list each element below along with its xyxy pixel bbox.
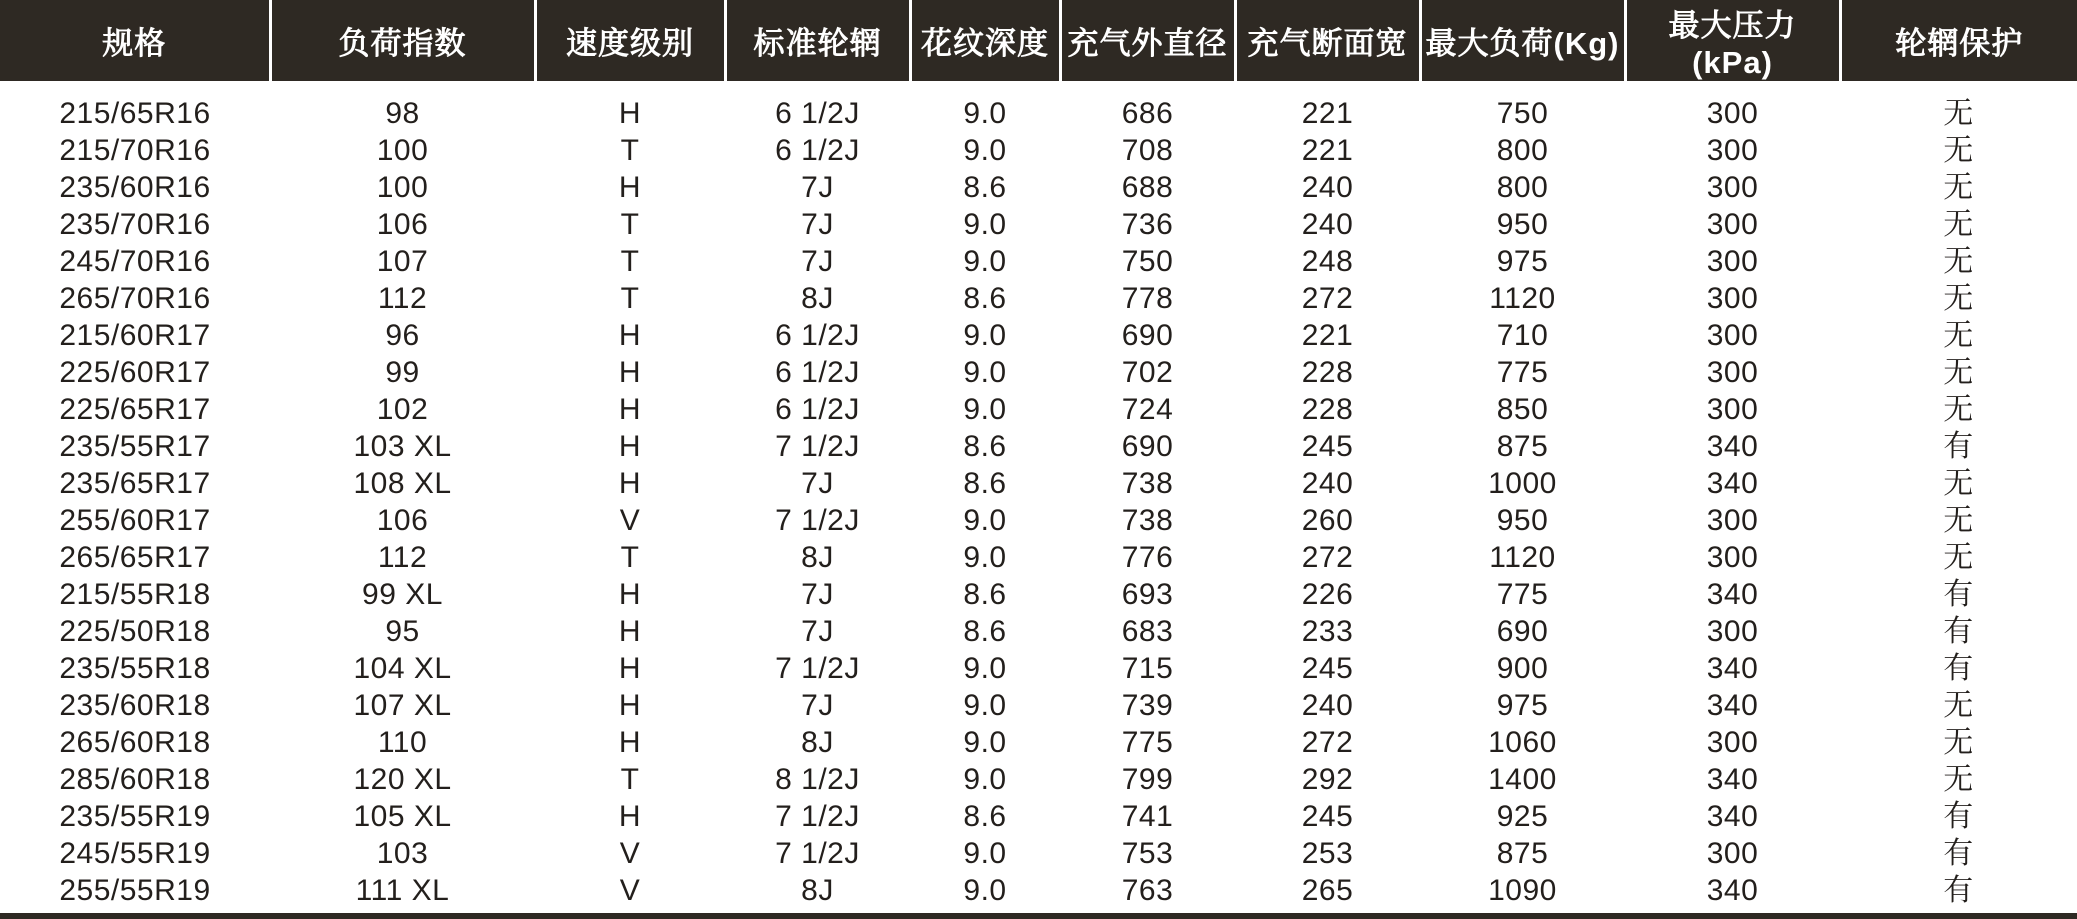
cell-speed-rating: T <box>620 541 640 574</box>
cell-load-index: 120 XL <box>353 763 452 796</box>
cell-standard-rim: 6 1/2J <box>775 134 860 167</box>
table-row <box>0 81 2077 132</box>
cell-inflated-diameter: 724 <box>1121 393 1174 426</box>
cell-rim-protector: 无 <box>1943 171 1974 204</box>
cell-speed-rating: V <box>619 874 641 907</box>
cell-max-load: 1400 <box>1488 763 1557 796</box>
cell-inflated-section-width: 260 <box>1301 504 1354 537</box>
cell-standard-rim: 6 1/2J <box>775 393 860 426</box>
cell-rim-protector: 无 <box>1943 97 1974 130</box>
table-row <box>0 502 2077 539</box>
cell-speed-rating: H <box>618 467 642 500</box>
cell-standard-rim: 6 1/2J <box>775 319 860 352</box>
cell-speed-rating: T <box>620 208 640 241</box>
cell-standard-rim: 8J <box>801 282 834 315</box>
column-header-inflated-diameter: 充气外直径 <box>1060 0 1235 81</box>
cell-rim-protector: 无 <box>1943 393 1974 426</box>
cell-tread-depth: 9.0 <box>963 245 1007 278</box>
cell-size: 235/55R17 <box>59 430 211 463</box>
cell-max-load: 710 <box>1496 319 1549 352</box>
cell-inflated-section-width: 248 <box>1301 245 1354 278</box>
cell-speed-rating: H <box>618 97 642 130</box>
column-header-load-index: 负荷指数 <box>270 0 535 81</box>
cell-size: 245/70R16 <box>59 245 211 278</box>
cell-rim-protector: 有 <box>1943 578 1974 611</box>
cell-load-index: 96 <box>385 319 420 352</box>
cell-load-index: 112 <box>377 541 428 574</box>
cell-load-index: 112 <box>377 282 428 315</box>
cell-tread-depth: 9.0 <box>963 763 1007 796</box>
table-row <box>0 761 2077 798</box>
cell-inflated-diameter: 775 <box>1121 726 1174 759</box>
cell-speed-rating: T <box>620 763 640 796</box>
cell-max-pressure: 300 <box>1706 615 1759 648</box>
cell-inflated-diameter: 708 <box>1121 134 1174 167</box>
cell-size: 235/60R18 <box>59 689 211 722</box>
cell-max-load: 775 <box>1496 578 1549 611</box>
table-row <box>0 798 2077 835</box>
cell-inflated-section-width: 228 <box>1301 393 1354 426</box>
table-row <box>0 539 2077 576</box>
cell-size: 235/60R16 <box>59 171 211 204</box>
cell-load-index: 108 XL <box>353 467 452 500</box>
cell-max-pressure: 340 <box>1706 578 1759 611</box>
cell-inflated-section-width: 245 <box>1301 800 1354 833</box>
cell-load-index: 98 <box>385 97 420 130</box>
column-header-speed-rating: 速度级别 <box>535 0 725 81</box>
cell-tread-depth: 8.6 <box>963 578 1007 611</box>
cell-max-load: 690 <box>1496 615 1549 648</box>
cell-max-load: 800 <box>1496 134 1549 167</box>
cell-speed-rating: T <box>620 134 640 167</box>
cell-max-pressure: 300 <box>1706 837 1759 870</box>
cell-inflated-section-width: 221 <box>1301 134 1354 167</box>
cell-tread-depth: 9.0 <box>963 504 1007 537</box>
cell-max-load: 950 <box>1496 504 1549 537</box>
cell-inflated-section-width: 272 <box>1301 726 1354 759</box>
cell-load-index: 100 <box>376 134 429 167</box>
cell-size: 225/65R17 <box>59 393 211 426</box>
cell-tread-depth: 8.6 <box>963 800 1007 833</box>
cell-max-load: 875 <box>1496 430 1549 463</box>
cell-tread-depth: 9.0 <box>963 726 1007 759</box>
cell-rim-protector: 无 <box>1943 726 1974 759</box>
cell-speed-rating: H <box>618 578 642 611</box>
cell-inflated-section-width: 226 <box>1301 578 1354 611</box>
cell-speed-rating: H <box>618 430 642 463</box>
cell-inflated-diameter: 799 <box>1121 763 1174 796</box>
cell-inflated-section-width: 228 <box>1301 356 1354 389</box>
cell-standard-rim: 6 1/2J <box>775 356 860 389</box>
table-row <box>0 169 2077 206</box>
cell-size: 235/70R16 <box>59 208 211 241</box>
cell-inflated-diameter: 688 <box>1121 171 1174 204</box>
cell-max-pressure: 340 <box>1706 467 1759 500</box>
cell-load-index: 106 <box>376 208 429 241</box>
cell-inflated-diameter: 686 <box>1121 97 1174 130</box>
cell-size: 225/50R18 <box>59 615 211 648</box>
cell-standard-rim: 7 1/2J <box>775 504 860 537</box>
cell-inflated-section-width: 292 <box>1301 763 1354 796</box>
cell-tread-depth: 9.0 <box>963 134 1007 167</box>
cell-rim-protector: 无 <box>1943 134 1974 167</box>
cell-max-load: 925 <box>1496 800 1549 833</box>
cell-max-load: 1120 <box>1489 282 1556 315</box>
cell-inflated-section-width: 233 <box>1301 615 1354 648</box>
cell-size: 235/55R18 <box>59 652 211 685</box>
cell-tread-depth: 9.0 <box>963 652 1007 685</box>
cell-size: 215/65R16 <box>59 97 211 130</box>
cell-max-pressure: 300 <box>1706 726 1759 759</box>
cell-max-load: 1090 <box>1488 874 1557 907</box>
cell-max-pressure: 340 <box>1706 652 1759 685</box>
cell-rim-protector: 无 <box>1943 282 1974 315</box>
cell-rim-protector: 无 <box>1943 356 1974 389</box>
cell-rim-protector: 有 <box>1943 800 1974 833</box>
cell-load-index: 105 XL <box>353 800 452 833</box>
cell-max-pressure: 300 <box>1706 541 1759 574</box>
cell-standard-rim: 7 1/2J <box>775 800 860 833</box>
cell-standard-rim: 8J <box>801 541 834 574</box>
cell-inflated-section-width: 245 <box>1301 652 1354 685</box>
cell-speed-rating: T <box>620 245 640 278</box>
cell-tread-depth: 9.0 <box>963 874 1007 907</box>
cell-max-pressure: 300 <box>1706 356 1759 389</box>
cell-max-load: 775 <box>1496 356 1549 389</box>
cell-tread-depth: 8.6 <box>963 171 1007 204</box>
cell-inflated-diameter: 776 <box>1121 541 1174 574</box>
cell-max-pressure: 340 <box>1706 763 1759 796</box>
cell-size: 265/65R17 <box>59 541 211 574</box>
cell-max-load: 800 <box>1496 171 1549 204</box>
cell-standard-rim: 7 1/2J <box>775 837 860 870</box>
table-row <box>0 872 2077 909</box>
cell-inflated-section-width: 240 <box>1301 171 1354 204</box>
cell-rim-protector: 无 <box>1943 208 1974 241</box>
cell-tread-depth: 9.0 <box>963 97 1007 130</box>
cell-size: 285/60R18 <box>59 763 211 796</box>
cell-standard-rim: 7J <box>801 208 834 241</box>
table-row <box>0 243 2077 280</box>
cell-load-index: 95 <box>385 615 420 648</box>
cell-max-pressure: 340 <box>1706 800 1759 833</box>
cell-inflated-section-width: 272 <box>1301 541 1354 574</box>
cell-max-load: 750 <box>1496 97 1549 130</box>
cell-max-pressure: 300 <box>1706 504 1759 537</box>
cell-speed-rating: H <box>618 726 642 759</box>
cell-inflated-diameter: 693 <box>1121 578 1174 611</box>
cell-size: 255/60R17 <box>59 504 211 537</box>
cell-inflated-diameter: 690 <box>1121 430 1174 463</box>
cell-speed-rating: H <box>618 800 642 833</box>
cell-inflated-diameter: 715 <box>1121 652 1174 685</box>
cell-max-load: 900 <box>1496 652 1549 685</box>
cell-max-pressure: 300 <box>1706 245 1759 278</box>
column-header-size: 规格 <box>0 0 270 81</box>
table-row <box>0 650 2077 687</box>
cell-rim-protector: 有 <box>1943 615 1974 648</box>
cell-tread-depth: 9.0 <box>963 319 1007 352</box>
cell-load-index: 103 XL <box>353 430 452 463</box>
cell-rim-protector: 无 <box>1943 504 1974 537</box>
cell-size: 265/70R16 <box>59 282 211 315</box>
cell-load-index: 103 <box>376 837 429 870</box>
cell-tread-depth: 8.6 <box>963 282 1007 315</box>
cell-speed-rating: H <box>618 171 642 204</box>
cell-max-pressure: 300 <box>1706 171 1759 204</box>
cell-load-index: 99 XL <box>362 578 443 611</box>
cell-speed-rating: H <box>618 615 642 648</box>
cell-size: 255/55R19 <box>59 874 211 907</box>
cell-standard-rim: 8J <box>801 874 834 907</box>
cell-inflated-diameter: 753 <box>1121 837 1174 870</box>
cell-max-pressure: 340 <box>1706 689 1759 722</box>
cell-inflated-section-width: 253 <box>1301 837 1354 870</box>
bottom-rule <box>0 913 2077 919</box>
cell-max-pressure: 300 <box>1706 134 1759 167</box>
cell-rim-protector: 无 <box>1943 245 1974 278</box>
cell-standard-rim: 8 1/2J <box>775 763 860 796</box>
cell-tread-depth: 9.0 <box>963 356 1007 389</box>
column-header-standard-rim: 标准轮辋 <box>725 0 910 81</box>
table-row <box>0 391 2077 428</box>
cell-inflated-diameter: 702 <box>1121 356 1174 389</box>
cell-inflated-diameter: 683 <box>1121 615 1174 648</box>
cell-rim-protector: 有 <box>1943 652 1974 685</box>
cell-load-index: 100 <box>376 171 429 204</box>
cell-load-index: 107 XL <box>353 689 452 722</box>
cell-inflated-diameter: 738 <box>1121 504 1174 537</box>
cell-inflated-section-width: 265 <box>1301 874 1354 907</box>
column-header-max-load: 最大负荷(Kg) <box>1420 0 1625 81</box>
cell-speed-rating: V <box>619 504 641 537</box>
cell-load-index: 104 XL <box>353 652 452 685</box>
table-body <box>0 81 2077 909</box>
cell-inflated-section-width: 221 <box>1301 97 1354 130</box>
cell-speed-rating: H <box>618 652 642 685</box>
cell-inflated-diameter: 778 <box>1121 282 1174 315</box>
cell-load-index: 102 <box>376 393 429 426</box>
cell-inflated-section-width: 272 <box>1301 282 1354 315</box>
cell-inflated-section-width: 240 <box>1301 467 1354 500</box>
table-row <box>0 132 2077 169</box>
table-row <box>0 206 2077 243</box>
cell-speed-rating: H <box>618 689 642 722</box>
column-header-max-pressure: 最大压力(kPa) <box>1625 0 1840 81</box>
cell-tread-depth: 8.6 <box>963 467 1007 500</box>
cell-size: 215/60R17 <box>59 319 211 352</box>
cell-standard-rim: 7J <box>801 171 834 204</box>
cell-inflated-section-width: 240 <box>1301 689 1354 722</box>
cell-standard-rim: 7 1/2J <box>775 652 860 685</box>
cell-max-pressure: 300 <box>1706 282 1759 315</box>
cell-max-pressure: 300 <box>1706 208 1759 241</box>
column-header-tread-depth: 花纹深度 <box>910 0 1060 81</box>
cell-inflated-section-width: 240 <box>1301 208 1354 241</box>
cell-max-load: 850 <box>1496 393 1549 426</box>
cell-max-pressure: 300 <box>1706 393 1759 426</box>
table-row <box>0 687 2077 724</box>
cell-tread-depth: 9.0 <box>963 541 1007 574</box>
cell-speed-rating: V <box>619 837 641 870</box>
cell-max-pressure: 340 <box>1706 430 1759 463</box>
cell-max-load: 1000 <box>1488 467 1557 500</box>
cell-standard-rim: 7J <box>801 689 834 722</box>
cell-inflated-section-width: 245 <box>1301 430 1354 463</box>
cell-tread-depth: 8.6 <box>963 430 1007 463</box>
cell-speed-rating: H <box>618 393 642 426</box>
cell-standard-rim: 6 1/2J <box>775 97 860 130</box>
cell-rim-protector: 无 <box>1943 689 1974 722</box>
cell-speed-rating: T <box>620 282 640 315</box>
table-row <box>0 465 2077 502</box>
cell-size: 215/70R16 <box>59 134 211 167</box>
cell-rim-protector: 有 <box>1943 430 1974 463</box>
cell-speed-rating: H <box>618 356 642 389</box>
cell-inflated-diameter: 739 <box>1121 689 1174 722</box>
table-row <box>0 724 2077 761</box>
cell-size: 225/60R17 <box>59 356 211 389</box>
cell-max-load: 1060 <box>1488 726 1557 759</box>
table-header <box>0 0 2077 81</box>
cell-tread-depth: 8.6 <box>963 615 1007 648</box>
cell-load-index: 107 <box>376 245 429 278</box>
cell-standard-rim: 7J <box>801 245 834 278</box>
cell-size: 265/60R18 <box>59 726 211 759</box>
cell-rim-protector: 无 <box>1943 763 1974 796</box>
cell-max-load: 950 <box>1496 208 1549 241</box>
cell-max-load: 975 <box>1496 689 1549 722</box>
cell-max-pressure: 300 <box>1706 319 1759 352</box>
table-row <box>0 428 2077 465</box>
cell-standard-rim: 7J <box>801 467 834 500</box>
table-row <box>0 354 2077 391</box>
cell-size: 215/55R18 <box>59 578 211 611</box>
cell-max-pressure: 300 <box>1706 97 1759 130</box>
cell-tread-depth: 9.0 <box>963 393 1007 426</box>
cell-rim-protector: 有 <box>1943 874 1974 907</box>
cell-max-pressure: 340 <box>1706 874 1759 907</box>
cell-rim-protector: 有 <box>1943 837 1974 870</box>
cell-size: 245/55R19 <box>59 837 211 870</box>
header-row <box>0 0 2077 81</box>
cell-size: 235/65R17 <box>59 467 211 500</box>
table-row <box>0 280 2077 317</box>
cell-inflated-diameter: 750 <box>1121 245 1174 278</box>
cell-inflated-section-width: 221 <box>1301 319 1354 352</box>
column-header-inflated-section-width: 充气断面宽 <box>1235 0 1420 81</box>
table-row <box>0 576 2077 613</box>
cell-rim-protector: 无 <box>1943 541 1974 574</box>
cell-size: 235/55R19 <box>59 800 211 833</box>
column-header-rim-protector: 轮辋保护 <box>1840 0 2077 81</box>
cell-standard-rim: 7 1/2J <box>775 430 860 463</box>
cell-tread-depth: 9.0 <box>963 689 1007 722</box>
cell-inflated-diameter: 741 <box>1121 800 1174 833</box>
cell-load-index: 111 XL <box>355 874 450 907</box>
cell-load-index: 110 <box>377 726 428 759</box>
cell-standard-rim: 7J <box>801 615 834 648</box>
cell-inflated-diameter: 690 <box>1121 319 1174 352</box>
cell-inflated-diameter: 736 <box>1121 208 1174 241</box>
cell-tread-depth: 9.0 <box>963 208 1007 241</box>
cell-max-load: 875 <box>1496 837 1549 870</box>
cell-inflated-diameter: 738 <box>1121 467 1174 500</box>
cell-rim-protector: 无 <box>1943 467 1974 500</box>
cell-max-load: 975 <box>1496 245 1549 278</box>
cell-load-index: 106 <box>376 504 429 537</box>
table-row <box>0 835 2077 872</box>
cell-tread-depth: 9.0 <box>963 837 1007 870</box>
table-row <box>0 317 2077 354</box>
cell-standard-rim: 8J <box>801 726 834 759</box>
cell-inflated-diameter: 763 <box>1121 874 1174 907</box>
table-row <box>0 613 2077 650</box>
cell-standard-rim: 7J <box>801 578 834 611</box>
cell-speed-rating: H <box>618 319 642 352</box>
cell-max-load: 1120 <box>1489 541 1556 574</box>
cell-load-index: 99 <box>385 356 420 389</box>
cell-rim-protector: 无 <box>1943 319 1974 352</box>
